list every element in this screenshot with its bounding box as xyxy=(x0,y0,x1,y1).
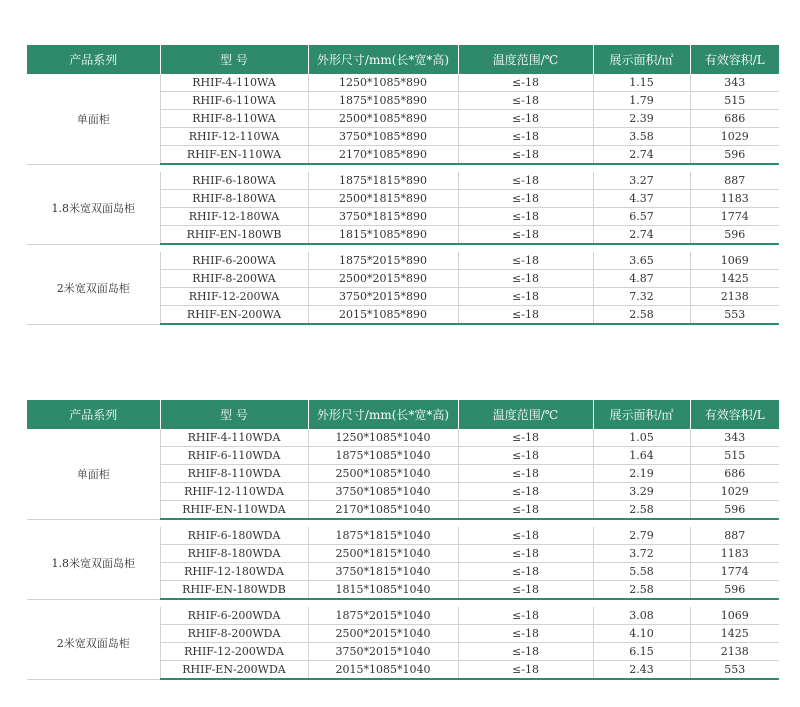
cell-model: RHIF-EN-200WDA xyxy=(160,661,308,680)
cell-display-area: 3.65 xyxy=(593,252,690,270)
cell-volume: 686 xyxy=(690,110,779,128)
cell-model: RHIF-6-180WDA xyxy=(160,527,308,545)
cell-display-area: 2.74 xyxy=(593,226,690,245)
cell-dimensions: 2015*1085*890 xyxy=(308,306,458,325)
cell-temperature: ≤-18 xyxy=(458,270,593,288)
cell-volume: 887 xyxy=(690,172,779,190)
cell-display-area: 2.39 xyxy=(593,110,690,128)
cell-display-area: 4.37 xyxy=(593,190,690,208)
cell-volume: 1183 xyxy=(690,545,779,563)
cell-model: RHIF-6-200WA xyxy=(160,252,308,270)
cell-dimensions: 2500*2015*890 xyxy=(308,270,458,288)
cell-temperature: ≤-18 xyxy=(458,643,593,661)
cell-display-area: 3.29 xyxy=(593,483,690,501)
cell-dimensions: 1250*1085*890 xyxy=(308,74,458,92)
separator-line xyxy=(27,164,779,172)
header-model: 型 号 xyxy=(160,400,308,429)
cell-model: RHIF-8-200WA xyxy=(160,270,308,288)
cell-model: RHIF-EN-110WA xyxy=(160,146,308,165)
cell-temperature: ≤-18 xyxy=(458,447,593,465)
cell-volume: 596 xyxy=(690,501,779,520)
cell-volume: 1029 xyxy=(690,128,779,146)
cell-model: RHIF-EN-180WDB xyxy=(160,581,308,600)
cell-dimensions: 1815*1085*1040 xyxy=(308,581,458,600)
cell-display-area: 3.08 xyxy=(593,607,690,625)
cell-volume: 515 xyxy=(690,92,779,110)
header-series: 产品系列 xyxy=(27,45,160,74)
cell-volume: 887 xyxy=(690,527,779,545)
cell-volume: 343 xyxy=(690,74,779,92)
cell-temperature: ≤-18 xyxy=(458,545,593,563)
cell-dimensions: 2500*1085*890 xyxy=(308,110,458,128)
cell-temperature: ≤-18 xyxy=(458,527,593,545)
cell-dimensions: 2500*1085*1040 xyxy=(308,465,458,483)
cell-display-area: 1.05 xyxy=(593,429,690,447)
cell-temperature: ≤-18 xyxy=(458,607,593,625)
cell-volume: 2138 xyxy=(690,288,779,306)
header-dimensions: 外形尺寸/mm(长*宽*高) xyxy=(308,45,458,74)
header-model: 型 号 xyxy=(160,45,308,74)
header-volume: 有效容积/L xyxy=(690,400,779,429)
cell-volume: 1425 xyxy=(690,625,779,643)
cell-volume: 686 xyxy=(690,465,779,483)
cell-temperature: ≤-18 xyxy=(458,146,593,165)
cell-dimensions: 1250*1085*1040 xyxy=(308,429,458,447)
cell-display-area: 1.79 xyxy=(593,92,690,110)
cell-volume: 1069 xyxy=(690,607,779,625)
cell-dimensions: 2500*1815*890 xyxy=(308,190,458,208)
cell-model: RHIF-8-110WDA xyxy=(160,465,308,483)
cell-dimensions: 3750*1085*1040 xyxy=(308,483,458,501)
cell-display-area: 2.19 xyxy=(593,465,690,483)
cell-dimensions: 1875*1815*890 xyxy=(308,172,458,190)
cell-model: RHIF-6-110WDA xyxy=(160,447,308,465)
header-row xyxy=(27,400,779,429)
cell-model: RHIF-12-180WDA xyxy=(160,563,308,581)
cell-model: RHIF-8-110WA xyxy=(160,110,308,128)
cell-dimensions: 3750*1085*890 xyxy=(308,128,458,146)
cell-display-area: 6.57 xyxy=(593,208,690,226)
cell-volume: 515 xyxy=(690,447,779,465)
cell-temperature: ≤-18 xyxy=(458,625,593,643)
cell-temperature: ≤-18 xyxy=(458,429,593,447)
group-separator xyxy=(27,164,779,172)
cell-model: RHIF-6-110WA xyxy=(160,92,308,110)
cell-dimensions: 2500*2015*1040 xyxy=(308,625,458,643)
header-volume: 有效容积/L xyxy=(690,45,779,74)
header-display-area: 展示面积/㎡ xyxy=(593,400,690,429)
cell-display-area: 2.43 xyxy=(593,661,690,680)
cell-series: 1.8米宽双面岛柜 xyxy=(27,172,160,244)
table-row xyxy=(27,527,779,545)
table-row xyxy=(27,429,779,447)
cell-model: RHIF-12-200WA xyxy=(160,288,308,306)
group-separator xyxy=(27,244,779,252)
cell-temperature: ≤-18 xyxy=(458,288,593,306)
cell-volume: 596 xyxy=(690,226,779,245)
cell-volume: 1029 xyxy=(690,483,779,501)
cell-model: RHIF-4-110WDA xyxy=(160,429,308,447)
table-row xyxy=(27,607,779,625)
cell-model: RHIF-6-180WA xyxy=(160,172,308,190)
table-row xyxy=(27,74,779,92)
cell-volume: 343 xyxy=(690,429,779,447)
cell-temperature: ≤-18 xyxy=(458,563,593,581)
separator-line xyxy=(27,599,779,607)
header-display-area: 展示面积/㎡ xyxy=(593,45,690,74)
cell-temperature: ≤-18 xyxy=(458,501,593,520)
spec-table-890 xyxy=(27,45,779,325)
cell-dimensions: 3750*2015*1040 xyxy=(308,643,458,661)
cell-model: RHIF-EN-200WA xyxy=(160,306,308,325)
cell-display-area: 1.64 xyxy=(593,447,690,465)
cell-display-area: 2.79 xyxy=(593,527,690,545)
cell-volume: 596 xyxy=(690,581,779,600)
cell-dimensions: 1875*2015*1040 xyxy=(308,607,458,625)
cell-display-area: 1.15 xyxy=(593,74,690,92)
cell-temperature: ≤-18 xyxy=(458,208,593,226)
cell-model: RHIF-EN-180WB xyxy=(160,226,308,245)
cell-dimensions: 2500*1815*1040 xyxy=(308,545,458,563)
cell-display-area: 5.58 xyxy=(593,563,690,581)
cell-volume: 596 xyxy=(690,146,779,165)
cell-dimensions: 3750*2015*890 xyxy=(308,288,458,306)
cell-series: 单面柜 xyxy=(27,429,160,519)
cell-display-area: 2.58 xyxy=(593,306,690,325)
cell-temperature: ≤-18 xyxy=(458,465,593,483)
cell-temperature: ≤-18 xyxy=(458,483,593,501)
cell-volume: 1425 xyxy=(690,270,779,288)
cell-series: 2米宽双面岛柜 xyxy=(27,252,160,324)
cell-display-area: 6.15 xyxy=(593,643,690,661)
cell-display-area: 2.58 xyxy=(593,501,690,520)
cell-display-area: 7.32 xyxy=(593,288,690,306)
cell-display-area: 3.58 xyxy=(593,128,690,146)
cell-model: RHIF-8-200WDA xyxy=(160,625,308,643)
cell-temperature: ≤-18 xyxy=(458,92,593,110)
separator-line xyxy=(27,244,779,252)
table-row xyxy=(27,172,779,190)
cell-temperature: ≤-18 xyxy=(458,172,593,190)
cell-volume: 1774 xyxy=(690,563,779,581)
spec-table-1040 xyxy=(27,400,779,680)
cell-model: RHIF-EN-110WDA xyxy=(160,501,308,520)
header-row xyxy=(27,45,779,74)
cell-temperature: ≤-18 xyxy=(458,661,593,680)
cell-temperature: ≤-18 xyxy=(458,110,593,128)
cell-volume: 553 xyxy=(690,661,779,680)
group-separator xyxy=(27,519,779,527)
cell-temperature: ≤-18 xyxy=(458,306,593,325)
cell-display-area: 4.10 xyxy=(593,625,690,643)
cell-display-area: 3.27 xyxy=(593,172,690,190)
cell-dimensions: 2170*1085*1040 xyxy=(308,501,458,520)
cell-model: RHIF-12-110WDA xyxy=(160,483,308,501)
cell-display-area: 3.72 xyxy=(593,545,690,563)
cell-display-area: 4.87 xyxy=(593,270,690,288)
header-temperature: 温度范围/℃ xyxy=(458,400,593,429)
cell-series: 1.8米宽双面岛柜 xyxy=(27,527,160,599)
cell-temperature: ≤-18 xyxy=(458,226,593,245)
cell-dimensions: 2170*1085*890 xyxy=(308,146,458,165)
cell-volume: 553 xyxy=(690,306,779,325)
cell-dimensions: 1875*1085*890 xyxy=(308,92,458,110)
cell-volume: 1774 xyxy=(690,208,779,226)
cell-volume: 2138 xyxy=(690,643,779,661)
cell-volume: 1183 xyxy=(690,190,779,208)
cell-temperature: ≤-18 xyxy=(458,190,593,208)
header-series: 产品系列 xyxy=(27,400,160,429)
cell-dimensions: 2015*1085*1040 xyxy=(308,661,458,680)
cell-model: RHIF-8-180WA xyxy=(160,190,308,208)
cell-display-area: 2.58 xyxy=(593,581,690,600)
table-row xyxy=(27,252,779,270)
header-temperature: 温度范围/℃ xyxy=(458,45,593,74)
cell-temperature: ≤-18 xyxy=(458,74,593,92)
cell-temperature: ≤-18 xyxy=(458,252,593,270)
cell-dimensions: 3750*1815*890 xyxy=(308,208,458,226)
cell-dimensions: 3750*1815*1040 xyxy=(308,563,458,581)
cell-display-area: 2.74 xyxy=(593,146,690,165)
cell-dimensions: 1875*1815*1040 xyxy=(308,527,458,545)
cell-model: RHIF-8-180WDA xyxy=(160,545,308,563)
cell-model: RHIF-12-200WDA xyxy=(160,643,308,661)
cell-model: RHIF-12-110WA xyxy=(160,128,308,146)
cell-series: 单面柜 xyxy=(27,74,160,164)
cell-model: RHIF-4-110WA xyxy=(160,74,308,92)
cell-volume: 1069 xyxy=(690,252,779,270)
cell-series: 2米宽双面岛柜 xyxy=(27,607,160,679)
separator-line xyxy=(27,519,779,527)
cell-dimensions: 1815*1085*890 xyxy=(308,226,458,245)
header-dimensions: 外形尺寸/mm(长*宽*高) xyxy=(308,400,458,429)
cell-model: RHIF-12-180WA xyxy=(160,208,308,226)
group-separator xyxy=(27,599,779,607)
cell-model: RHIF-6-200WDA xyxy=(160,607,308,625)
cell-temperature: ≤-18 xyxy=(458,581,593,600)
cell-dimensions: 1875*2015*890 xyxy=(308,252,458,270)
cell-dimensions: 1875*1085*1040 xyxy=(308,447,458,465)
cell-temperature: ≤-18 xyxy=(458,128,593,146)
